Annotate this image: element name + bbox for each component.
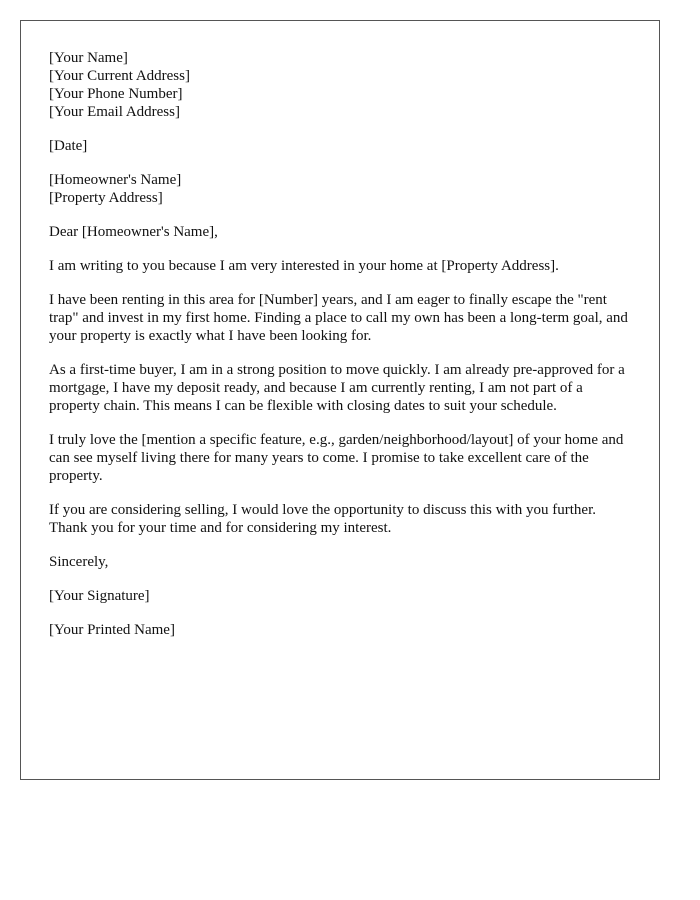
body-paragraph-buyer-position: As a first-time buyer, I am in a strong position to move quickly. I am already pre-approved for a mortgage, I have my deposit ready, and because I am currently renting, I am not part of a property chain. This means I can be flexible with closing dates to suit your schedule. — [49, 362, 625, 414]
body-paragraph-closing: If you are considering selling, I would love the opportunity to discuss this with you further. Thank you for your time and for considering my interest. — [49, 502, 597, 536]
recipient-address: [Property Address] — [49, 190, 163, 206]
body-paragraph-renting: I have been renting in this area for [Number] years, and I am eager to finally escape the "rent trap" and invest in my first home. Finding a place to call my own has been a long-term goal, and your property is exactly what I have been looking for. — [49, 292, 628, 344]
body-paragraph-feature: I truly love the [mention a specific feature, e.g., garden/neighborhood/layout] of your home and can see myself living there for many years to come. I promise to take excellent care of the property. — [49, 432, 624, 484]
sender-email: [Your Email Address] — [49, 104, 180, 120]
sender-address: [Your Current Address] — [49, 68, 190, 84]
letter-body — [49, 49, 637, 655]
closing: Sincerely, — [49, 554, 109, 570]
body-paragraph-intro: I am writing to you because I am very interested in your home at [Property Address]. — [49, 258, 559, 274]
salutation: Dear [Homeowner's Name], — [49, 224, 218, 240]
printed-name: [Your Printed Name] — [49, 622, 175, 638]
recipient-name: [Homeowner's Name] — [49, 172, 182, 188]
sender-phone: [Your Phone Number] — [49, 86, 183, 102]
letter-page — [20, 20, 660, 780]
sender-block — [49, 49, 637, 121]
sender-name: [Your Name] — [49, 50, 128, 66]
letter-date: [Date] — [49, 138, 88, 154]
recipient-block — [49, 171, 637, 207]
signature: [Your Signature] — [49, 588, 150, 604]
date-block — [49, 137, 637, 155]
